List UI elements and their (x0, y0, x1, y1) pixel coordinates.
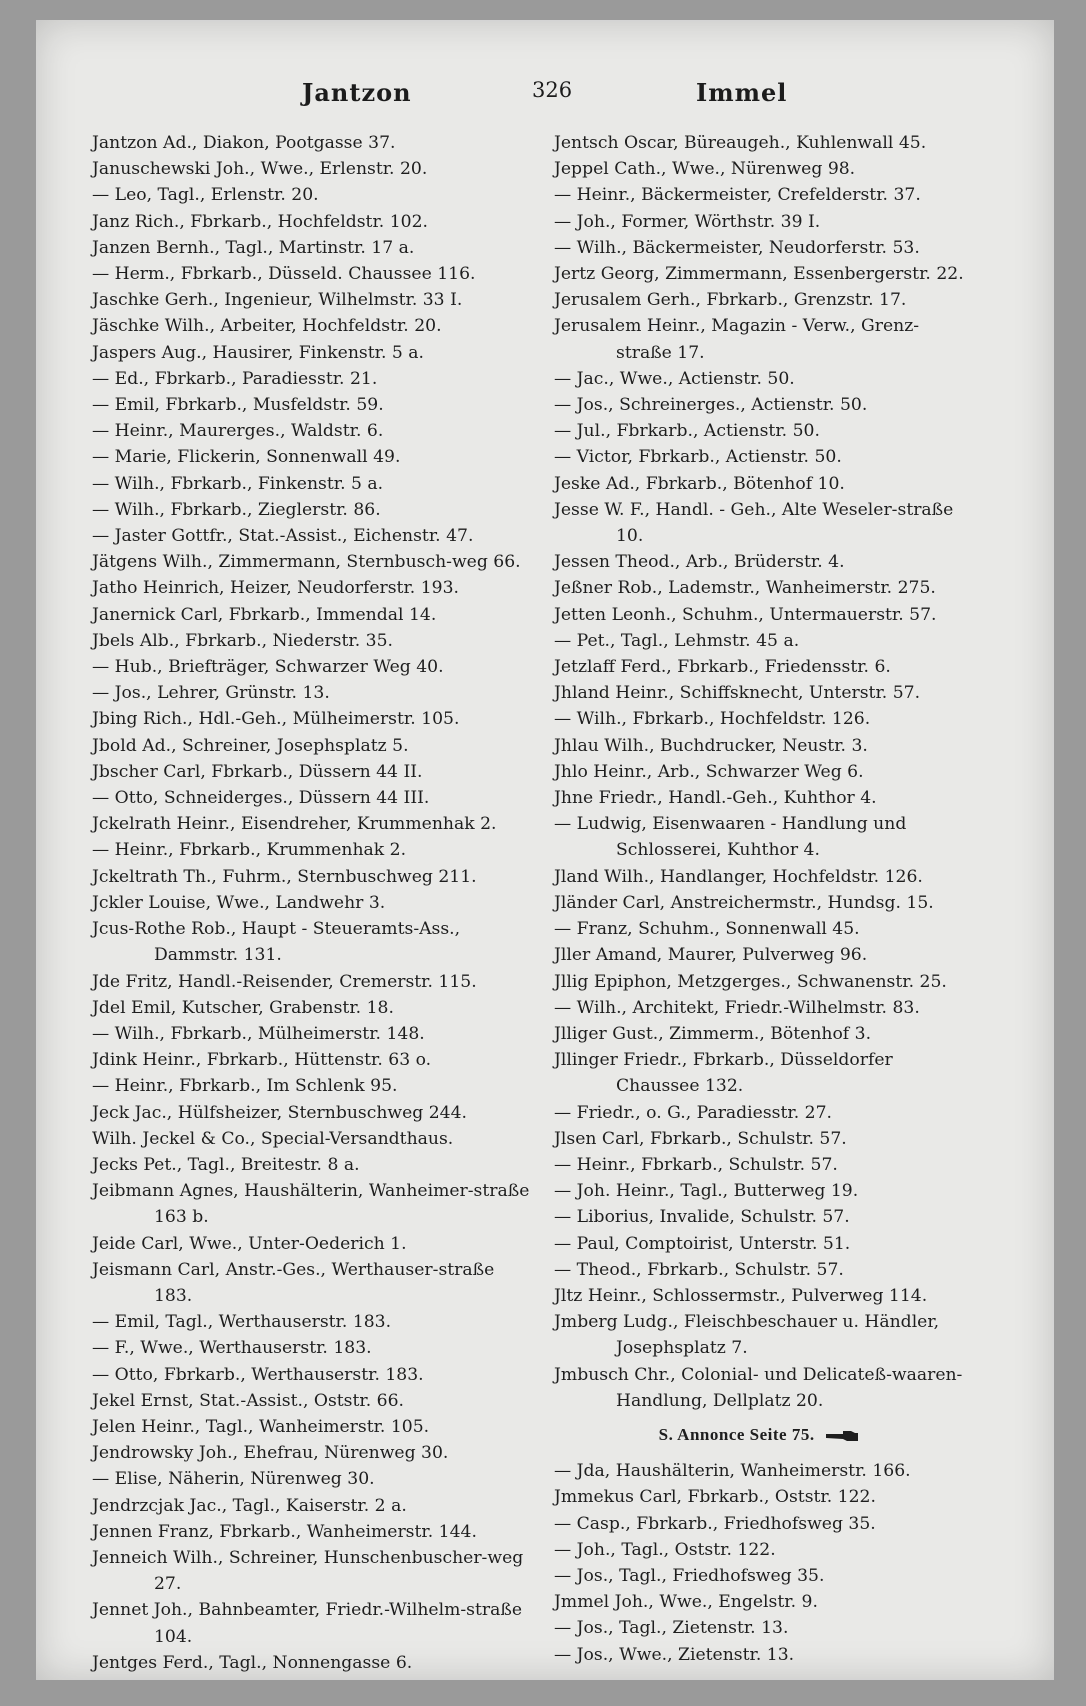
pointing-hand-icon (825, 1428, 859, 1444)
directory-entry: — Theod., Fbrkarb., Schulstr. 57. (554, 1259, 844, 1280)
directory-entry: Jlsen Carl, Fbrkarb., Schulstr. 57. (554, 1128, 847, 1149)
directory-entry: — Jos., Lehrer, Grünstr. 13. (92, 683, 330, 704)
directory-entry: Jckler Louise, Wwe., Landwehr 3. (92, 892, 386, 913)
directory-entry: Jllig Epiphon, Metzgerges., Schwanenstr. 25. (554, 971, 947, 992)
annonce-notice (554, 1422, 964, 1448)
directory-entry: — Jda, Haushälterin, Wanheimerstr. 166. (554, 1461, 911, 1482)
directory-entry: — Liborius, Invalide, Schulstr. 57. (554, 1207, 850, 1228)
directory-entry: Jdink Heinr., Fbrkarb., Hüttenstr. 63 o. (92, 1050, 432, 1071)
left-column (92, 130, 532, 1676)
right-column-entries-b (554, 1458, 964, 1668)
header-right-keyword: Immel (696, 78, 788, 107)
directory-entry: Jeck Jac., Hülfsheizer, Sternbuschweg 244. (92, 1102, 468, 1123)
directory-entry: Jbscher Carl, Fbrkarb., Düssern 44 II. (92, 761, 423, 782)
directory-entry: Jde Fritz, Handl.-Reisender, Cremerstr. 115. (92, 971, 477, 992)
directory-entry: — Joh. Heinr., Tagl., Butterweg 19. (554, 1181, 859, 1202)
directory-entry: — Elise, Näherin, Nürenweg 30. (92, 1469, 375, 1490)
directory-entry: Jerusalem Heinr., Magazin - Verw., Grenz-straße 17. (554, 316, 920, 363)
directory-entry: — Marie, Flickerin, Sonnenwall 49. (92, 447, 401, 468)
directory-entry: Jller Amand, Maurer, Pulverweg 96. (554, 945, 868, 966)
directory-entry: Jerusalem Gerh., Fbrkarb., Grenzstr. 17. (554, 290, 907, 311)
directory-entry: — Heinr., Fbrkarb., Im Schlenk 95. (92, 1076, 398, 1097)
directory-entry: — Friedr., o. G., Paradiesstr. 27. (554, 1102, 832, 1123)
directory-entry: Jertz Georg, Zimmermann, Essenbergerstr. 22. (554, 264, 964, 285)
directory-entry: — Heinr., Maurerges., Waldstr. 6. (92, 421, 384, 442)
directory-entry: Jätgens Wilh., Zimmermann, Sternbusch-weg 66. (92, 552, 521, 573)
directory-entry: Januschewski Joh., Wwe., Erlenstr. 20. (92, 159, 428, 180)
directory-entry: — Wilh., Architekt, Friedr.-Wilhelmstr. 83. (554, 997, 920, 1018)
directory-entry: — Ed., Fbrkarb., Paradiesstr. 21. (92, 368, 378, 389)
right-column-entries-a (554, 130, 964, 1414)
directory-entry: — Jos., Schreinerges., Actienstr. 50. (554, 395, 868, 416)
directory-entry: Jentges Ferd., Tagl., Nonnengasse 6. (92, 1652, 413, 1673)
directory-entry: Jmmekus Carl, Fbrkarb., Oststr. 122. (554, 1487, 876, 1508)
directory-entry: Jecks Pet., Tagl., Breitestr. 8 a. (92, 1154, 360, 1175)
directory-entry: Jeibmann Agnes, Haushälterin, Wanheimer-straße 163 b. (92, 1181, 530, 1228)
directory-entry: — Joh., Former, Wörthstr. 39 I. (554, 211, 821, 232)
directory-entry: — Jos., Wwe., Zietenstr. 13. (554, 1644, 795, 1665)
directory-entry: — Ludwig, Eisenwaaren - Handlung und Schlosserei, Kuhthor 4. (554, 814, 907, 861)
directory-page (36, 20, 1054, 1680)
directory-entry: — Emil, Fbrkarb., Musfeldstr. 59. (92, 395, 384, 416)
directory-entry: — Jac., Wwe., Actienstr. 50. (554, 368, 795, 389)
directory-entry: — Wilh., Bäckermeister, Neudorferstr. 53. (554, 237, 920, 258)
directory-entry: Jmbusch Chr., Colonial- und Delicateß-waaren-Handlung, Dellplatz 20. (554, 1364, 963, 1411)
directory-entry: Janzen Bernh., Tagl., Martinstr. 17 a. (92, 237, 415, 258)
directory-entry: Jenneich Wilh., Schreiner, Hunschenbuscher-weg 27. (92, 1547, 524, 1595)
directory-entry: — Heinr., Fbrkarb., Krummenhak 2. (92, 840, 407, 861)
directory-entry: — Pet., Tagl., Lehmstr. 45 a. (554, 630, 800, 651)
directory-entry: — Otto, Fbrkarb., Werthauserstr. 183. (92, 1364, 424, 1385)
directory-entry: Jesse W. F., Handl. - Geh., Alte Weseler-straße 10. (554, 499, 954, 547)
annonce-text: S. Annonce Seite 75. (658, 1424, 815, 1444)
directory-entry: Janz Rich., Fbrkarb., Hochfeldstr. 102. (92, 211, 428, 232)
right-column (554, 130, 964, 1668)
page-header (36, 78, 1054, 118)
directory-entry: Jltz Heinr., Schlossermstr., Pulverweg 114. (554, 1285, 928, 1306)
directory-entry: Jelen Heinr., Tagl., Wanheimerstr. 105. (92, 1416, 430, 1437)
directory-entry: — Paul, Comptoirist, Unterstr. 51. (554, 1233, 851, 1254)
directory-entry: — Otto, Schneiderges., Düssern 44 III. (92, 788, 430, 809)
directory-entry: Jessen Theod., Arb., Brüderstr. 4. (554, 552, 845, 573)
directory-entry: Jennen Franz, Fbrkarb., Wanheimerstr. 144. (92, 1521, 477, 1542)
directory-entry: — F., Wwe., Werthauserstr. 183. (92, 1338, 372, 1359)
directory-entry: — Heinr., Fbrkarb., Schulstr. 57. (554, 1154, 838, 1175)
directory-entry: Jekel Ernst, Stat.-Assist., Oststr. 66. (92, 1390, 405, 1411)
directory-entry: — Emil, Tagl., Werthauserstr. 183. (92, 1312, 392, 1333)
directory-entry: Jennet Joh., Bahnbeamter, Friedr.-Wilhelm-straße 104. (92, 1600, 523, 1647)
directory-entry: — Jos., Tagl., Zietenstr. 13. (554, 1618, 789, 1639)
directory-entry: — Victor, Fbrkarb., Actienstr. 50. (554, 447, 842, 468)
directory-entry: Jhland Heinr., Schiffsknecht, Unterstr. 57. (554, 683, 921, 704)
directory-entry: Jlliger Gust., Zimmerm., Bötenhof 3. (554, 1023, 872, 1044)
directory-entry: Jbels Alb., Fbrkarb., Niederstr. 35. (92, 630, 393, 651)
directory-entry: Jmmel Joh., Wwe., Engelstr. 9. (554, 1592, 818, 1613)
directory-entry: — Wilh., Fbrkarb., Finkenstr. 5 a. (92, 473, 384, 494)
directory-entry: Jhlo Heinr., Arb., Schwarzer Weg 6. (554, 761, 864, 782)
directory-entry: — Herm., Fbrkarb., Düsseld. Chaussee 116. (92, 264, 476, 285)
directory-entry: — Wilh., Fbrkarb., Hochfeldstr. 126. (554, 709, 871, 730)
directory-entry: — Joh., Tagl., Oststr. 122. (554, 1539, 776, 1560)
directory-entry: Jeßner Rob., Lademstr., Wanheimerstr. 275. (554, 578, 936, 599)
directory-entry: Jland Wilh., Handlanger, Hochfeldstr. 126. (554, 866, 923, 887)
directory-entry: Jentsch Oscar, Büreaugeh., Kuhlenwall 45. (554, 133, 927, 153)
directory-entry: Jeske Ad., Fbrkarb., Bötenhof 10. (554, 473, 845, 494)
directory-entry: Jbold Ad., Schreiner, Josephsplatz 5. (92, 735, 409, 756)
directory-entry: Jendrzcjak Jac., Tagl., Kaiserstr. 2 a. (92, 1495, 407, 1516)
directory-entry: — Wilh., Fbrkarb., Zieglerstr. 86. (92, 499, 381, 520)
directory-entry: Jetten Leonh., Schuhm., Untermauerstr. 57. (554, 604, 937, 625)
directory-entry: — Wilh., Fbrkarb., Mülheimerstr. 148. (92, 1023, 425, 1044)
directory-entry: — Casp., Fbrkarb., Friedhofsweg 35. (554, 1513, 876, 1534)
directory-entry: Jckelrath Heinr., Eisendreher, Krummenhak 2. (92, 814, 497, 835)
page-number: 326 (532, 78, 573, 102)
directory-entry: Jeismann Carl, Anstr.-Ges., Werthauser-straße 183. (92, 1259, 495, 1306)
directory-entry: — Heinr., Bäckermeister, Crefelderstr. 37. (554, 185, 921, 206)
directory-entry: Jcus-Rothe Rob., Haupt - Steueramts-Ass., Dammstr. 131. (92, 919, 461, 966)
directory-entry: Wilh. Jeckel & Co., Special-Versandthaus. (92, 1128, 454, 1149)
directory-entry: — Leo, Tagl., Erlenstr. 20. (92, 185, 319, 206)
directory-entry: — Jul., Fbrkarb., Actienstr. 50. (554, 421, 820, 442)
directory-entry: Jeppel Cath., Wwe., Nürenweg 98. (554, 159, 856, 180)
directory-entry: Jäschke Wilh., Arbeiter, Hochfeldstr. 20. (92, 316, 442, 337)
directory-entry: Jdel Emil, Kutscher, Grabenstr. 18. (92, 997, 394, 1018)
directory-entry: Jllinger Friedr., Fbrkarb., Düsseldorfer Chaussee 132. (554, 1050, 893, 1097)
directory-entry: — Hub., Briefträger, Schwarzer Weg 40. (92, 657, 444, 678)
directory-entry: Jmberg Ludg., Fleischbeschauer u. Händler, Josephsplatz 7. (554, 1312, 940, 1359)
directory-entry: — Jaster Gottfr., Stat.-Assist., Eichenstr. 47. (92, 526, 474, 547)
directory-entry: Jatho Heinrich, Heizer, Neudorferstr. 193. (92, 578, 459, 599)
directory-entry: Jantzon Ad., Diakon, Pootgasse 37. (92, 133, 396, 153)
directory-entry: Jaspers Aug., Hausirer, Finkenstr. 5 a. (92, 342, 425, 363)
directory-entry: Jaschke Gerh., Ingenieur, Wilhelmstr. 33 I. (92, 290, 463, 311)
directory-entry: Jbing Rich., Hdl.-Geh., Mülheimerstr. 105. (92, 709, 460, 730)
directory-entry: — Jos., Tagl., Friedhofsweg 35. (554, 1565, 825, 1586)
directory-entry: Jländer Carl, Anstreichermstr., Hundsg. 15. (554, 892, 934, 913)
directory-entry: Jhne Friedr., Handl.-Geh., Kuhthor 4. (554, 788, 877, 809)
directory-entry: Jendrowsky Joh., Ehefrau, Nürenweg 30. (92, 1443, 449, 1464)
directory-entry: Janernick Carl, Fbrkarb., Immendal 14. (92, 604, 437, 625)
directory-entry: Jeide Carl, Wwe., Unter-Oederich 1. (92, 1233, 407, 1254)
directory-entry: Jhlau Wilh., Buchdrucker, Neustr. 3. (554, 735, 868, 756)
directory-entry: — Franz, Schuhm., Sonnenwall 45. (554, 919, 860, 940)
directory-entry: Jckeltrath Th., Fuhrm., Sternbuschweg 211. (92, 866, 477, 887)
header-left-keyword: Jantzon (302, 78, 412, 107)
directory-entry: Jetzlaff Ferd., Fbrkarb., Friedensstr. 6. (554, 657, 891, 678)
